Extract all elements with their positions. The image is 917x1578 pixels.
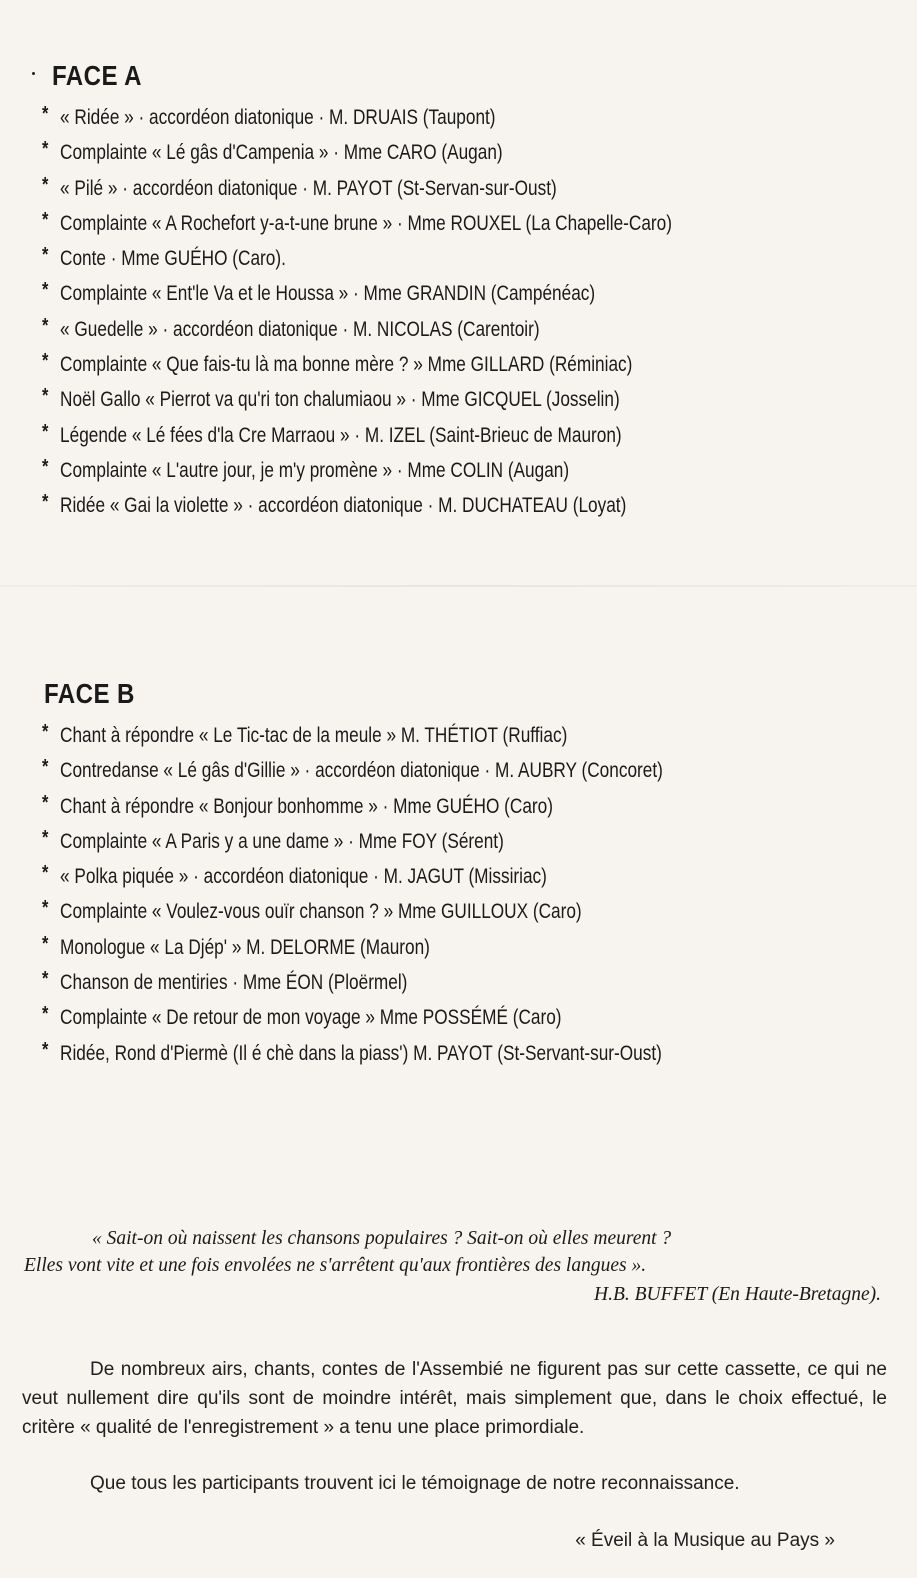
- list-item: [42, 276, 672, 311]
- track-text: Complainte « Que fais-tu là ma bonne mère ? » Mme GILLARD (Réminiac): [60, 353, 633, 377]
- list-item: [42, 382, 672, 417]
- bullet-asterisk: *: [42, 932, 49, 955]
- track-text: « Pilé » · accordéon diatonique · M. PAYOT (St-Servan-sur-Oust): [60, 176, 557, 200]
- face-a-track-list: [42, 100, 810, 524]
- list-item: [42, 135, 672, 170]
- list-item: [42, 347, 672, 382]
- face-b-title: FACE B: [44, 678, 135, 709]
- bullet-asterisk: *: [42, 350, 49, 373]
- face-a-title: FACE A: [52, 60, 142, 91]
- quote-line-1: « Sait-on où naissent les chansons populaires ? Sait-on où elles meurent ?: [92, 1228, 672, 1249]
- list-item: [42, 753, 663, 788]
- bullet-asterisk: *: [42, 491, 49, 514]
- quote-author: H.B. BUFFET (En Haute-Bretagne).: [593, 1284, 881, 1305]
- list-item: [42, 894, 663, 929]
- bullet-asterisk: *: [42, 208, 49, 231]
- list-item: [42, 824, 663, 859]
- track-text: Complainte « L'autre jour, je m'y promène » · Mme COLIN (Augan): [60, 458, 570, 482]
- track-text: « Ridée » · accordéon diatonique · M. DRUAIS (Taupont): [60, 106, 496, 129]
- ink-speck: [32, 72, 35, 75]
- bullet-asterisk: *: [42, 1038, 49, 1061]
- list-item: [42, 930, 663, 965]
- quote-line-2: Elles vont vite et une fois envolées ne s'arrêtent qu'aux frontières des langues ».: [24, 1255, 647, 1276]
- track-text: Monologue « La Djép' » M. DELORME (Mauron): [60, 935, 430, 959]
- track-text: Ridée, Rond d'Piermè (Il é chè dans la piass') M. PAYOT (St-Servant-sur-Oust): [60, 1041, 662, 1065]
- bullet-asterisk: *: [42, 385, 49, 408]
- list-item: [42, 418, 672, 453]
- face-b-track-list: [42, 718, 799, 1071]
- track-text: Ridée « Gai la violette » · accordéon diatonique · M. DUCHATEAU (Loyat): [60, 494, 627, 518]
- list-item: [42, 241, 672, 276]
- track-text: Complainte « Ent'le Va et le Houssa » · Mme GRANDIN (Campénéac): [60, 282, 596, 306]
- track-text: Contredanse « Lé gâs d'Gillie » · accordéon diatonique · M. AUBRY (Concoret): [60, 759, 663, 783]
- paper-fold-line: [0, 585, 917, 587]
- bullet-asterisk: *: [42, 173, 49, 196]
- list-item: [42, 453, 672, 488]
- list-item: [42, 1000, 663, 1035]
- bullet-asterisk: *: [42, 138, 49, 161]
- signature: « Éveil à la Musique au Pays »: [575, 1530, 835, 1551]
- bullet-asterisk: *: [42, 314, 49, 337]
- track-text: Chanson de mentiries · Mme ÉON (Ploërmel): [60, 971, 408, 995]
- list-item: [42, 100, 672, 135]
- thanks-line: Que tous les participants trouvent ici le témoignage de notre reconnaissance.: [90, 1473, 740, 1494]
- bullet-asterisk: *: [42, 244, 49, 267]
- list-item: [42, 171, 672, 206]
- track-text: Chant à répondre « Le Tic-tac de la meule » M. THÉTIOT (Ruffiac): [60, 724, 568, 747]
- track-text: Complainte « A Paris y a une dame » · Mme FOY (Sérent): [60, 829, 504, 853]
- list-item: [42, 789, 663, 824]
- track-text: Complainte « Lé gâs d'Campenia » · Mme CARO (Augan): [60, 141, 503, 165]
- list-item: [42, 206, 672, 241]
- track-text: « Guedelle » · accordéon diatonique · M. NICOLAS (Carentoir): [60, 317, 540, 341]
- track-text: Complainte « Voulez-vous ouïr chanson ? » Mme GUILLOUX (Caro): [60, 900, 582, 924]
- bullet-asterisk: *: [42, 103, 49, 125]
- bullet-asterisk: *: [42, 279, 49, 302]
- track-text: Conte · Mme GUÉHO (Caro).: [60, 247, 286, 271]
- bullet-asterisk: *: [42, 420, 49, 443]
- track-text: « Polka piquée » · accordéon diatonique · M. JAGUT (Missiriac): [60, 865, 547, 889]
- list-item: [42, 1036, 663, 1071]
- track-text: Légende « Lé fées d'la Cre Marraou » · M. IZEL (Saint-Brieuc de Mauron): [60, 423, 622, 447]
- bullet-asterisk: *: [42, 756, 49, 779]
- bullet-asterisk: *: [42, 791, 49, 814]
- bullet-asterisk: *: [42, 1003, 49, 1026]
- bullet-asterisk: *: [42, 826, 49, 849]
- list-item: [42, 965, 663, 1000]
- bullet-asterisk: *: [42, 721, 49, 743]
- bullet-asterisk: *: [42, 455, 49, 478]
- bullet-asterisk: *: [42, 968, 49, 991]
- note-paragraph: De nombreux airs, chants, contes de l'Assembié ne figurent pas sur cette cassette, ce qui ne veut nullement dire qu'ils sont de moindre intérêt, mais simplement que, dans le choix effectué, le critère « qualité de l'enregistrement » a tenu une place primordiale.: [22, 1359, 887, 1438]
- list-item: [42, 718, 663, 753]
- bullet-asterisk: *: [42, 897, 49, 920]
- bullet-asterisk: *: [42, 862, 49, 885]
- track-text: Complainte « De retour de mon voyage » Mme POSSÉMÉ (Caro): [60, 1006, 562, 1030]
- track-text: Chant à répondre « Bonjour bonhomme » · Mme GUÉHO (Caro): [60, 794, 553, 818]
- track-text: Noël Gallo « Pierrot va qu'ri ton chalumiaou » · Mme GICQUEL (Josselin): [60, 388, 620, 412]
- track-text: Complainte « A Rochefort y-a-t-une brune » · Mme ROUXEL (La Chapelle-Caro): [60, 211, 672, 235]
- list-item: [42, 488, 672, 523]
- list-item: [42, 859, 663, 894]
- list-item: [42, 312, 672, 347]
